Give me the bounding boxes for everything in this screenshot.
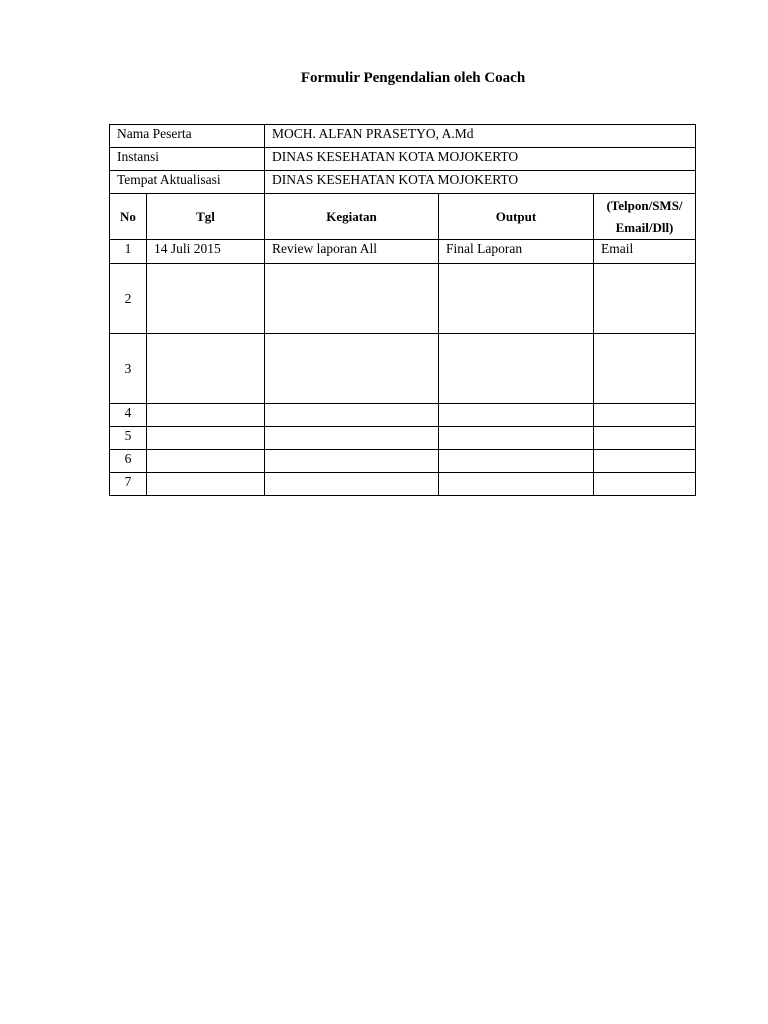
tempat-aktualisasi-value: DINAS KESEHATAN KOTA MOJOKERTO <box>265 171 696 194</box>
info-row-instansi <box>110 148 696 171</box>
row-output: Final Laporan <box>439 240 594 264</box>
row-tgl <box>147 404 265 427</box>
row-tgl <box>147 473 265 496</box>
row-tgl <box>147 450 265 473</box>
table-row <box>110 473 696 496</box>
row-no: 6 <box>110 450 147 473</box>
row-output <box>439 334 594 404</box>
row-kegiatan <box>265 404 439 427</box>
row-output <box>439 473 594 496</box>
row-kegiatan <box>265 450 439 473</box>
header-channel-line1: (Telpon/SMS/ <box>606 197 683 213</box>
row-output <box>439 264 594 334</box>
table-row <box>110 334 696 404</box>
header-tgl: Tgl <box>147 194 265 240</box>
nama-peserta-value: MOCH. ALFAN PRASETYO, A.Md <box>265 125 696 148</box>
nama-peserta-label: Nama Peserta <box>110 125 265 148</box>
table-row <box>110 264 696 334</box>
row-tgl <box>147 334 265 404</box>
row-tgl <box>147 427 265 450</box>
row-tgl: 14 Juli 2015 <box>147 240 265 264</box>
table-row <box>110 450 696 473</box>
header-kegiatan: Kegiatan <box>265 194 439 240</box>
row-channel <box>594 450 696 473</box>
row-channel <box>594 404 696 427</box>
table-row <box>110 427 696 450</box>
row-no: 3 <box>110 334 147 404</box>
row-kegiatan <box>265 264 439 334</box>
row-channel: Email <box>594 240 696 264</box>
tempat-aktualisasi-label: Tempat Aktualisasi <box>110 171 265 194</box>
info-row-tempat <box>110 171 696 194</box>
row-no: 5 <box>110 427 147 450</box>
table-row <box>110 240 696 264</box>
row-kegiatan <box>265 473 439 496</box>
row-output <box>439 450 594 473</box>
header-output: Output <box>439 194 594 240</box>
header-channel <box>594 194 696 240</box>
instansi-label: Instansi <box>110 148 265 171</box>
row-no: 4 <box>110 404 147 427</box>
row-no: 1 <box>110 240 147 264</box>
row-channel <box>594 427 696 450</box>
control-form-table <box>109 124 696 496</box>
row-output <box>439 427 594 450</box>
row-no: 2 <box>110 264 147 334</box>
table-header-row <box>110 194 696 240</box>
row-output <box>439 404 594 427</box>
row-kegiatan: Review laporan All <box>265 240 439 264</box>
table-row <box>110 404 696 427</box>
row-tgl <box>147 264 265 334</box>
info-row-nama <box>110 125 696 148</box>
page-title: Formulir Pengendalian oleh Coach <box>300 70 526 86</box>
row-kegiatan <box>265 427 439 450</box>
row-kegiatan <box>265 334 439 404</box>
row-channel <box>594 473 696 496</box>
instansi-value: DINAS KESEHATAN KOTA MOJOKERTO <box>265 148 696 171</box>
row-channel <box>594 334 696 404</box>
header-channel-line2: Email/Dll) <box>615 219 674 235</box>
row-no: 7 <box>110 473 147 496</box>
header-no: No <box>110 194 147 240</box>
row-channel <box>594 264 696 334</box>
